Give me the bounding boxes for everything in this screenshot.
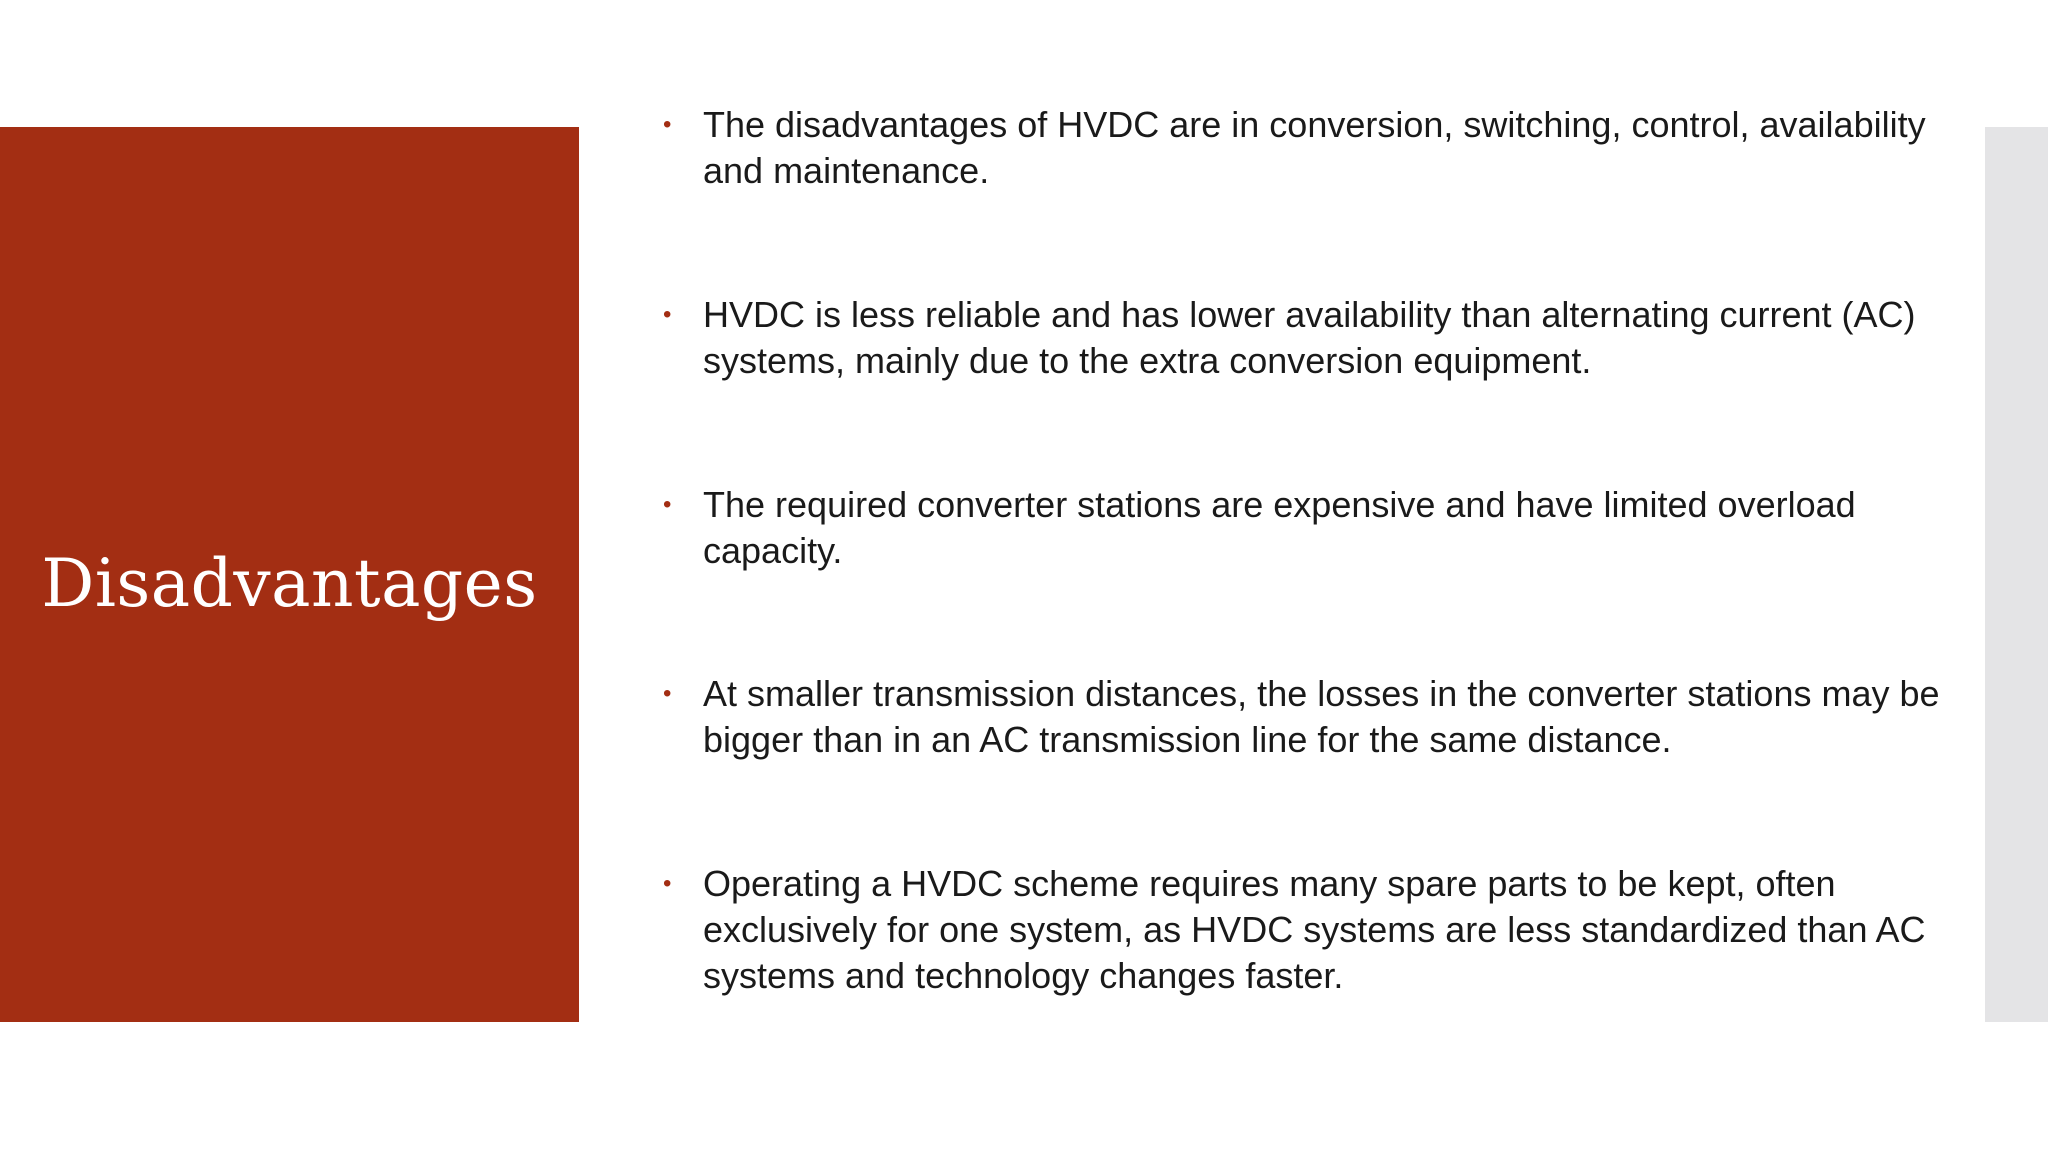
bullet-text: The required converter stations are expensive and have limited overload capacity. <box>703 484 1856 571</box>
bullet-item <box>660 861 1985 999</box>
right-decorative-bar <box>1985 127 2048 1022</box>
bullet-text: At smaller transmission distances, the losses in the converter stations may be bigger than in an AC transmission line for the same distance. <box>703 673 1940 760</box>
bullet-item <box>660 482 1985 574</box>
bullet-dot-icon: • <box>663 680 672 707</box>
slide-title: Disadvantages <box>41 545 538 622</box>
bullet-item <box>660 292 1985 384</box>
bullet-list <box>660 102 1985 1022</box>
bullet-dot-icon: • <box>663 870 672 897</box>
bullet-dot-icon: • <box>663 111 672 138</box>
bullet-text: HVDC is less reliable and has lower availability than alternating current (AC) systems, mainly due to the extra conversion equipment. <box>703 294 1916 381</box>
title-panel <box>0 127 579 1022</box>
bullet-item <box>660 102 1985 194</box>
bullet-text: The disadvantages of HVDC are in conversion, switching, control, availability and maintenance. <box>703 104 1926 191</box>
bullet-item <box>660 671 1985 763</box>
bullet-dot-icon: • <box>663 301 672 328</box>
bullet-dot-icon: • <box>663 491 672 518</box>
bullet-text: Operating a HVDC scheme requires many spare parts to be kept, often exclusively for one system, as HVDC systems are less standardized than AC systems and technology changes faster. <box>703 863 1926 996</box>
